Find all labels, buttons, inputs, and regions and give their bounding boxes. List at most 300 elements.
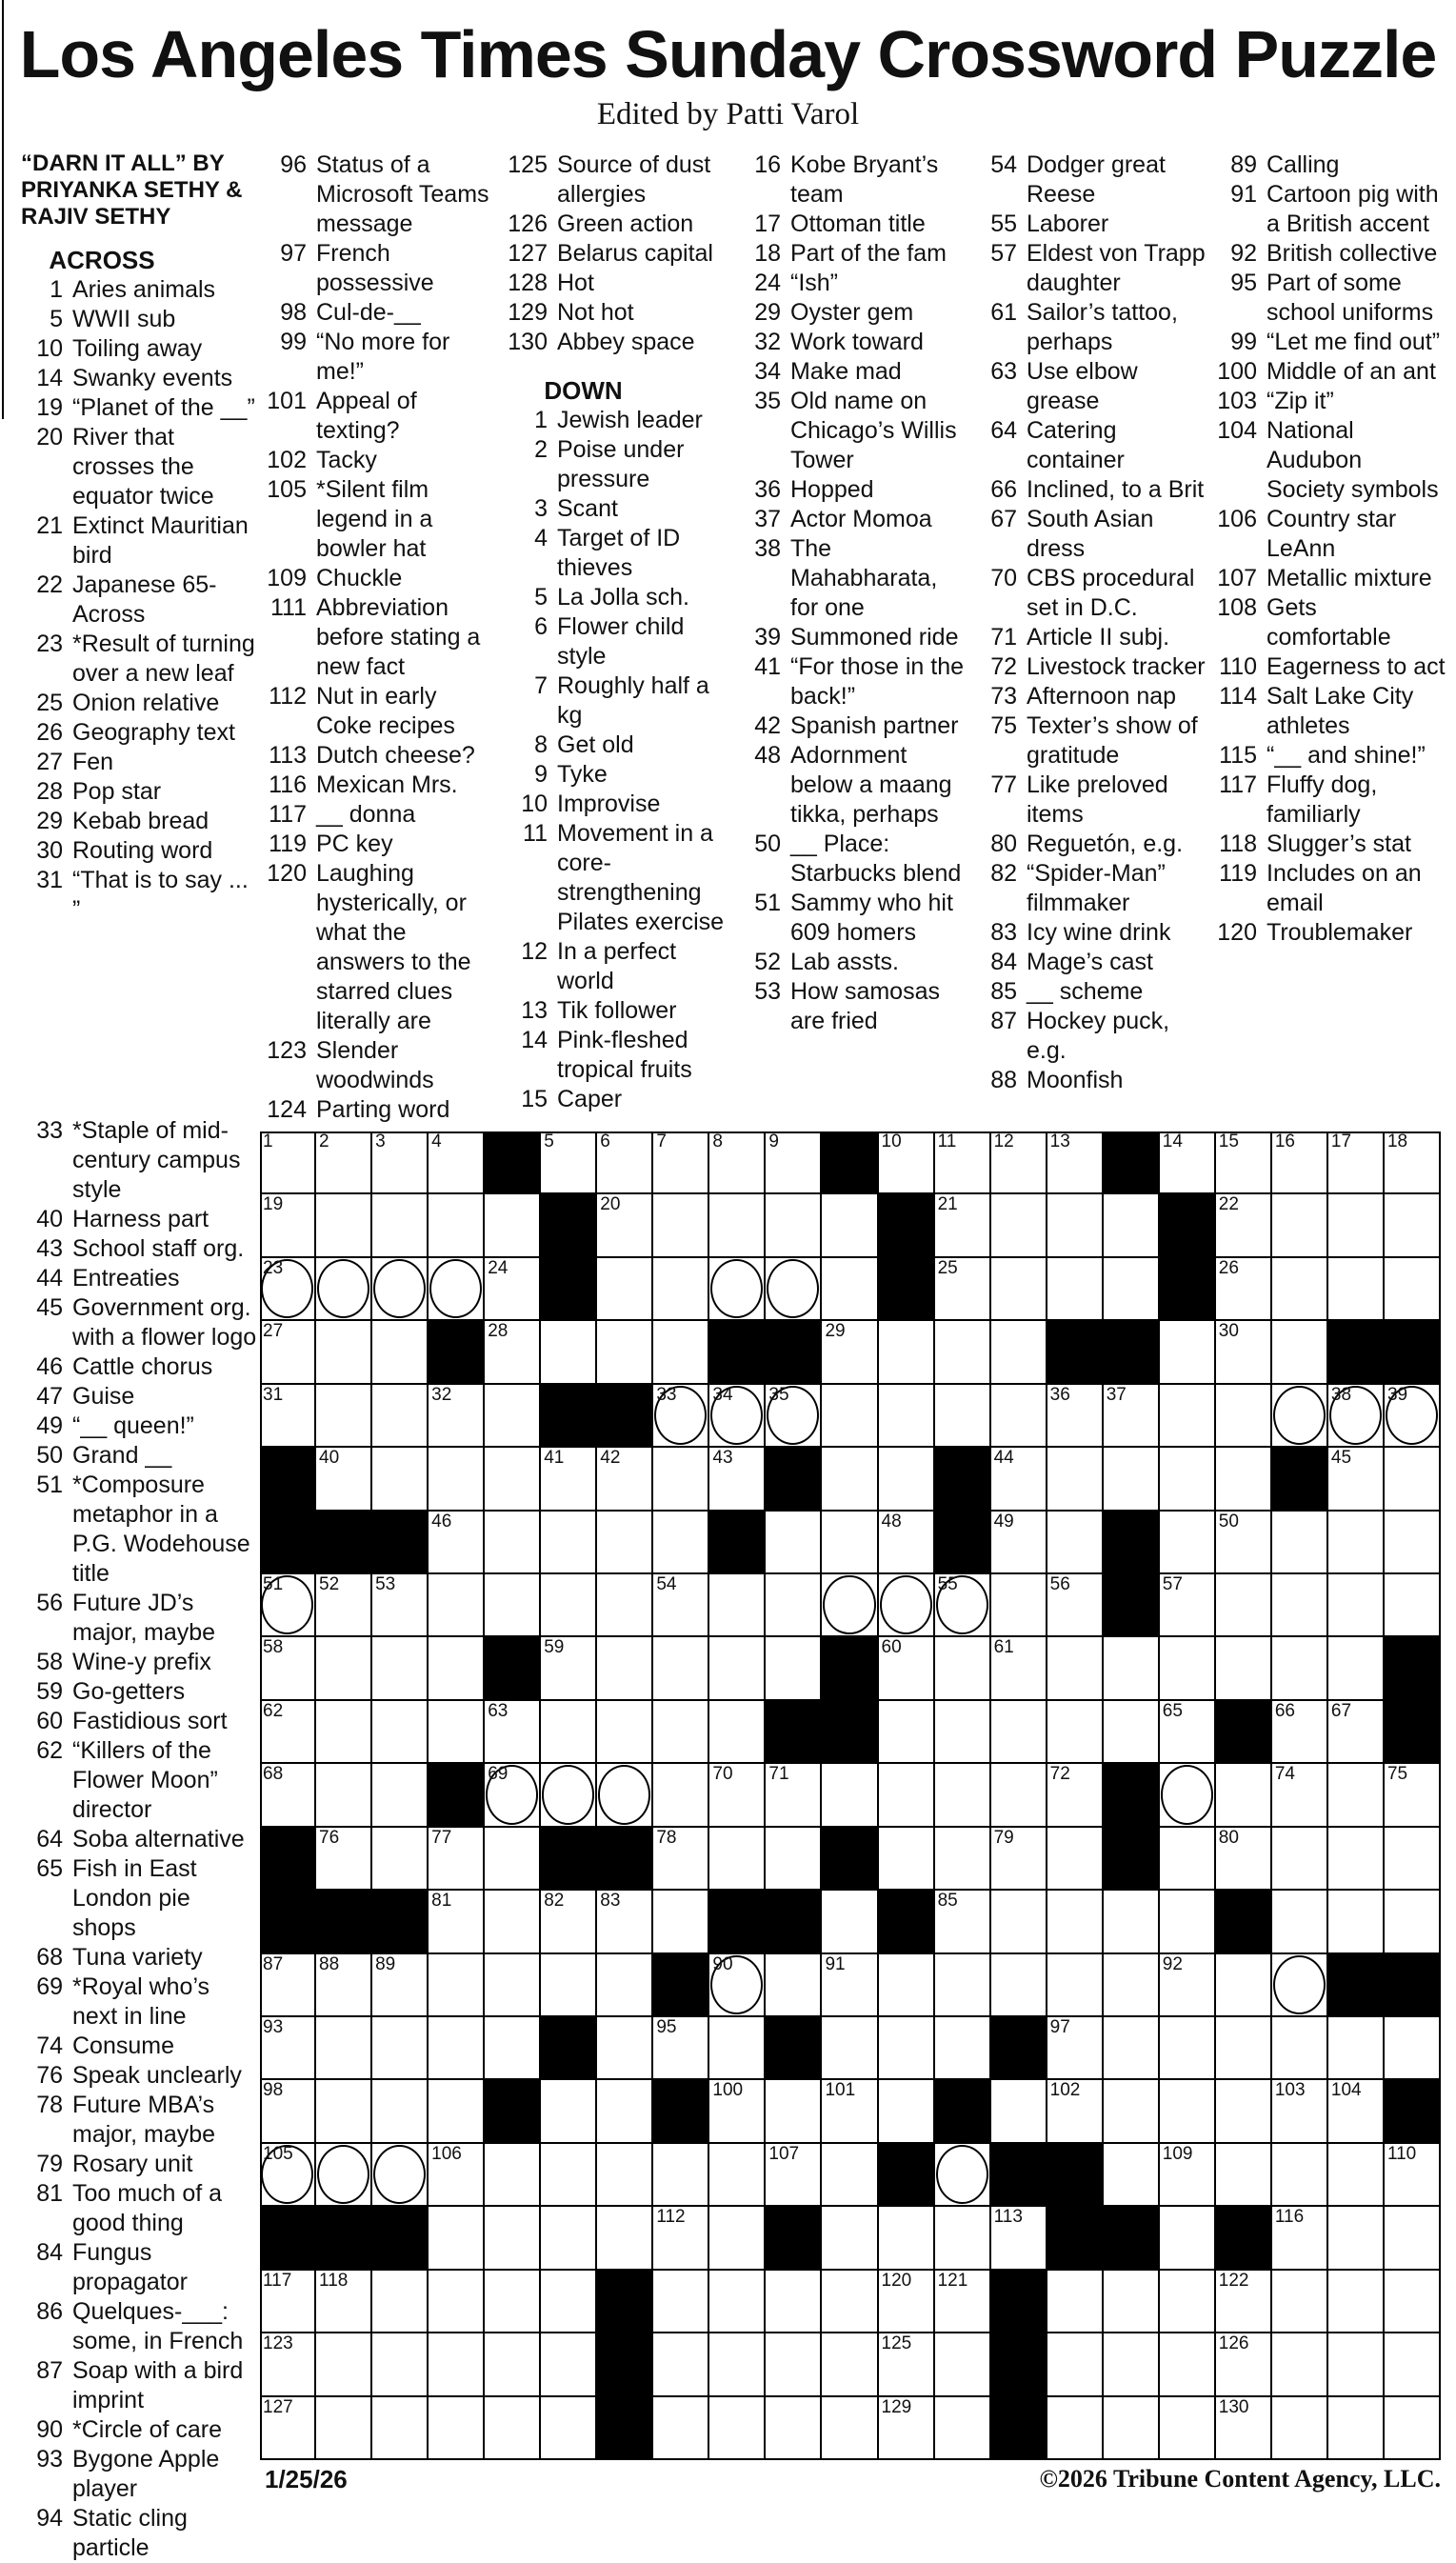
grid-cell[interactable] [991, 2207, 1047, 2270]
grid-cell[interactable] [991, 1764, 1047, 1827]
grid-cell[interactable] [316, 1828, 372, 1891]
grid-cell[interactable] [541, 1701, 597, 1764]
grid-cell[interactable] [260, 1954, 316, 2017]
grid-cell[interactable] [485, 1448, 541, 1511]
grid-cell[interactable] [597, 2144, 653, 2207]
grid-cell[interactable] [653, 1448, 709, 1511]
grid-cell[interactable] [429, 1385, 485, 1448]
grid-cell[interactable] [372, 1701, 429, 1764]
grid-cell[interactable] [935, 2333, 991, 2396]
grid-cell[interactable] [1047, 2271, 1104, 2333]
grid-cell[interactable] [766, 2397, 822, 2460]
grid-cell[interactable] [1216, 1954, 1272, 2017]
grid-cell[interactable] [935, 2017, 991, 2080]
grid-cell[interactable] [429, 1131, 485, 1194]
grid-cell[interactable] [316, 2397, 372, 2460]
grid-cell[interactable] [260, 2271, 316, 2333]
grid-cell[interactable] [485, 1385, 541, 1448]
grid-cell[interactable] [372, 2017, 429, 2080]
grid-cell[interactable] [1104, 2397, 1160, 2460]
grid-cell[interactable] [935, 2207, 991, 2270]
grid-cell[interactable] [1047, 1194, 1104, 1257]
grid-cell[interactable] [879, 2080, 935, 2143]
grid-cell[interactable] [822, 2144, 878, 2207]
grid-cell[interactable] [1272, 1512, 1328, 1574]
grid-cell[interactable] [597, 1637, 653, 1700]
grid-cell[interactable] [541, 1131, 597, 1194]
grid-cell[interactable] [991, 1701, 1047, 1764]
grid-cell[interactable] [1272, 2017, 1328, 2080]
grid-cell[interactable] [541, 1891, 597, 1953]
grid-cell[interactable] [991, 1385, 1047, 1448]
grid-cell[interactable] [1385, 1512, 1441, 1574]
grid-cell[interactable] [1328, 2080, 1385, 2143]
grid-cell[interactable] [1216, 1131, 1272, 1194]
grid-cell[interactable] [1328, 1637, 1385, 1700]
grid-cell[interactable] [879, 1637, 935, 1700]
grid-cell[interactable] [935, 1637, 991, 1700]
grid-cell[interactable] [935, 2144, 991, 2207]
grid-cell[interactable] [1104, 2080, 1160, 2143]
grid-cell[interactable] [1047, 2017, 1104, 2080]
grid-cell[interactable] [1160, 1891, 1216, 1953]
grid-cell[interactable] [1272, 1701, 1328, 1764]
grid-cell[interactable] [1047, 1954, 1104, 2017]
grid-cell[interactable] [1216, 1194, 1272, 1257]
grid-cell[interactable] [1104, 1701, 1160, 1764]
grid-cell[interactable] [1216, 1574, 1272, 1637]
grid-cell[interactable] [316, 2333, 372, 2396]
grid-cell[interactable] [766, 1131, 822, 1194]
grid-cell[interactable] [372, 1448, 429, 1511]
grid-cell[interactable] [372, 1194, 429, 1257]
grid-cell[interactable] [991, 1321, 1047, 1384]
grid-cell[interactable] [1272, 1194, 1328, 1257]
grid-cell[interactable] [485, 2397, 541, 2460]
grid-cell[interactable] [429, 2017, 485, 2080]
grid-cell[interactable] [1160, 2397, 1216, 2460]
grid-cell[interactable] [372, 1828, 429, 1891]
grid-cell[interactable] [1385, 2017, 1441, 2080]
grid-cell[interactable] [935, 1764, 991, 1827]
grid-cell[interactable] [372, 1574, 429, 1637]
grid-cell[interactable] [597, 1194, 653, 1257]
grid-cell[interactable] [597, 1574, 653, 1637]
grid-cell[interactable] [709, 1828, 766, 1891]
grid-cell[interactable] [991, 1131, 1047, 1194]
grid-cell[interactable] [1160, 1954, 1216, 2017]
grid-cell[interactable] [709, 2017, 766, 2080]
grid-cell[interactable] [935, 1954, 991, 2017]
grid-cell[interactable] [372, 1131, 429, 1194]
grid-cell[interactable] [372, 1637, 429, 1700]
grid-cell[interactable] [372, 1385, 429, 1448]
grid-cell[interactable] [1216, 1764, 1272, 1827]
grid-cell[interactable] [1385, 1385, 1441, 1448]
grid-cell[interactable] [1272, 1954, 1328, 2017]
grid-cell[interactable] [429, 2397, 485, 2460]
grid-cell[interactable] [935, 1828, 991, 1891]
grid-cell[interactable] [879, 1448, 935, 1511]
grid-cell[interactable] [1385, 1131, 1441, 1194]
grid-cell[interactable] [485, 1574, 541, 1637]
grid-cell[interactable] [597, 1131, 653, 1194]
grid-cell[interactable] [597, 1701, 653, 1764]
grid-cell[interactable] [879, 2271, 935, 2333]
grid-cell[interactable] [709, 2080, 766, 2143]
grid-cell[interactable] [935, 1574, 991, 1637]
grid-cell[interactable] [485, 2207, 541, 2270]
grid-cell[interactable] [709, 1194, 766, 1257]
grid-cell[interactable] [822, 1448, 878, 1511]
grid-cell[interactable] [766, 1194, 822, 1257]
grid-cell[interactable] [372, 2397, 429, 2460]
grid-cell[interactable] [1272, 1828, 1328, 1891]
grid-cell[interactable] [653, 2207, 709, 2270]
grid-cell[interactable] [1328, 1574, 1385, 1637]
grid-cell[interactable] [1385, 2207, 1441, 2270]
grid-cell[interactable] [653, 1828, 709, 1891]
grid-cell[interactable] [1160, 1385, 1216, 1448]
grid-cell[interactable] [260, 1258, 316, 1321]
grid-cell[interactable] [1328, 1448, 1385, 1511]
grid-cell[interactable] [879, 1764, 935, 1827]
grid-cell[interactable] [597, 1321, 653, 1384]
grid-cell[interactable] [879, 1131, 935, 1194]
grid-cell[interactable] [597, 2207, 653, 2270]
grid-cell[interactable] [653, 2271, 709, 2333]
grid-cell[interactable] [709, 1574, 766, 1637]
grid-cell[interactable] [1385, 1258, 1441, 1321]
grid-cell[interactable] [541, 1764, 597, 1827]
grid-cell[interactable] [822, 2397, 878, 2460]
grid-cell[interactable] [1272, 2144, 1328, 2207]
grid-cell[interactable] [991, 1828, 1047, 1891]
grid-cell[interactable] [653, 1258, 709, 1321]
grid-cell[interactable] [766, 2144, 822, 2207]
grid-cell[interactable] [1160, 2017, 1216, 2080]
grid-cell[interactable] [260, 2397, 316, 2460]
grid-cell[interactable] [372, 2271, 429, 2333]
grid-cell[interactable] [1160, 1637, 1216, 1700]
grid-cell[interactable] [1104, 1194, 1160, 1257]
grid-cell[interactable] [822, 1891, 878, 1953]
grid-cell[interactable] [316, 1764, 372, 1827]
grid-cell[interactable] [1047, 1448, 1104, 1511]
grid-cell[interactable] [372, 1258, 429, 1321]
grid-cell[interactable] [1328, 1131, 1385, 1194]
grid-cell[interactable] [822, 2080, 878, 2143]
grid-cell[interactable] [879, 1321, 935, 1384]
grid-cell[interactable] [935, 1891, 991, 1953]
grid-cell[interactable] [541, 2397, 597, 2460]
grid-cell[interactable] [485, 1258, 541, 1321]
grid-cell[interactable] [429, 1701, 485, 1764]
grid-cell[interactable] [1216, 2080, 1272, 2143]
grid-cell[interactable] [1328, 1764, 1385, 1827]
grid-cell[interactable] [822, 2333, 878, 2396]
grid-cell[interactable] [1104, 2333, 1160, 2396]
grid-cell[interactable] [485, 1194, 541, 1257]
grid-cell[interactable] [653, 1701, 709, 1764]
grid-cell[interactable] [766, 1764, 822, 1827]
grid-cell[interactable] [822, 1954, 878, 2017]
grid-cell[interactable] [316, 1385, 372, 1448]
grid-cell[interactable] [766, 1574, 822, 1637]
grid-cell[interactable] [541, 1574, 597, 1637]
grid-cell[interactable] [709, 2333, 766, 2396]
grid-cell[interactable] [653, 1637, 709, 1700]
grid-cell[interactable] [372, 2144, 429, 2207]
grid-cell[interactable] [879, 1954, 935, 2017]
grid-cell[interactable] [316, 1574, 372, 1637]
grid-cell[interactable] [822, 2207, 878, 2270]
grid-cell[interactable] [316, 2144, 372, 2207]
grid-cell[interactable] [1047, 1258, 1104, 1321]
grid-cell[interactable] [1216, 2397, 1272, 2460]
grid-cell[interactable] [1047, 1701, 1104, 1764]
grid-cell[interactable] [541, 1637, 597, 1700]
grid-cell[interactable] [822, 1258, 878, 1321]
grid-cell[interactable] [991, 1574, 1047, 1637]
grid-cell[interactable] [1328, 2207, 1385, 2270]
grid-cell[interactable] [541, 1512, 597, 1574]
grid-cell[interactable] [935, 1258, 991, 1321]
grid-cell[interactable] [316, 1448, 372, 1511]
grid-cell[interactable] [1160, 1448, 1216, 1511]
grid-cell[interactable] [1160, 2144, 1216, 2207]
grid-cell[interactable] [1216, 1448, 1272, 1511]
grid-cell[interactable] [766, 1954, 822, 2017]
grid-cell[interactable] [1385, 1448, 1441, 1511]
grid-cell[interactable] [1272, 2080, 1328, 2143]
grid-cell[interactable] [1047, 1385, 1104, 1448]
grid-cell[interactable] [653, 1194, 709, 1257]
grid-cell[interactable] [429, 1574, 485, 1637]
grid-cell[interactable] [372, 1764, 429, 1827]
grid-cell[interactable] [1328, 1701, 1385, 1764]
grid-cell[interactable] [316, 1321, 372, 1384]
grid-cell[interactable] [766, 2271, 822, 2333]
grid-cell[interactable] [597, 1258, 653, 1321]
grid-cell[interactable] [1385, 2397, 1441, 2460]
grid-cell[interactable] [653, 2397, 709, 2460]
grid-cell[interactable] [766, 1637, 822, 1700]
grid-cell[interactable] [653, 1321, 709, 1384]
grid-cell[interactable] [1328, 2397, 1385, 2460]
grid-cell[interactable] [1216, 1637, 1272, 1700]
grid-cell[interactable] [879, 2207, 935, 2270]
grid-cell[interactable] [766, 1258, 822, 1321]
grid-cell[interactable] [429, 1891, 485, 1953]
grid-cell[interactable] [541, 1448, 597, 1511]
grid-cell[interactable] [429, 1954, 485, 2017]
grid-cell[interactable] [1160, 1321, 1216, 1384]
grid-cell[interactable] [597, 1448, 653, 1511]
grid-cell[interactable] [822, 2271, 878, 2333]
grid-cell[interactable] [260, 1764, 316, 1827]
grid-cell[interactable] [1160, 2207, 1216, 2270]
grid-cell[interactable] [1328, 1385, 1385, 1448]
grid-cell[interactable] [429, 2271, 485, 2333]
grid-cell[interactable] [429, 1448, 485, 1511]
grid-cell[interactable] [485, 2271, 541, 2333]
grid-cell[interactable] [485, 1764, 541, 1827]
grid-cell[interactable] [316, 2271, 372, 2333]
grid-cell[interactable] [991, 2080, 1047, 2143]
grid-cell[interactable] [1160, 2333, 1216, 2396]
grid-cell[interactable] [1272, 1574, 1328, 1637]
grid-cell[interactable] [991, 1512, 1047, 1574]
grid-cell[interactable] [879, 1701, 935, 1764]
grid-cell[interactable] [429, 1194, 485, 1257]
grid-cell[interactable] [429, 2207, 485, 2270]
grid-cell[interactable] [485, 1828, 541, 1891]
grid-cell[interactable] [653, 1891, 709, 1953]
grid-cell[interactable] [709, 1954, 766, 2017]
grid-cell[interactable] [1385, 1574, 1441, 1637]
grid-cell[interactable] [766, 1828, 822, 1891]
grid-cell[interactable] [1047, 2080, 1104, 2143]
grid-cell[interactable] [485, 1954, 541, 2017]
grid-cell[interactable] [429, 1828, 485, 1891]
grid-cell[interactable] [1104, 1385, 1160, 1448]
grid-cell[interactable] [709, 1448, 766, 1511]
grid-cell[interactable] [541, 2080, 597, 2143]
grid-cell[interactable] [1328, 1512, 1385, 1574]
grid-cell[interactable] [485, 1891, 541, 1953]
grid-cell[interactable] [1272, 1764, 1328, 1827]
grid-cell[interactable] [1216, 2271, 1272, 2333]
grid-cell[interactable] [1160, 1701, 1216, 1764]
grid-cell[interactable] [709, 2271, 766, 2333]
grid-cell[interactable] [1272, 1637, 1328, 1700]
grid-cell[interactable] [709, 1764, 766, 1827]
grid-cell[interactable] [709, 2144, 766, 2207]
grid-cell[interactable] [541, 2271, 597, 2333]
grid-cell[interactable] [1328, 1891, 1385, 1953]
grid-cell[interactable] [1160, 1131, 1216, 1194]
grid-cell[interactable] [822, 1321, 878, 1384]
grid-cell[interactable] [991, 1954, 1047, 2017]
grid-cell[interactable] [429, 1512, 485, 1574]
grid-cell[interactable] [1160, 1828, 1216, 1891]
grid-cell[interactable] [935, 1385, 991, 1448]
grid-cell[interactable] [935, 1321, 991, 1384]
grid-cell[interactable] [260, 1574, 316, 1637]
grid-cell[interactable] [1328, 2271, 1385, 2333]
grid-cell[interactable] [766, 2080, 822, 2143]
grid-cell[interactable] [316, 1637, 372, 1700]
grid-cell[interactable] [485, 1701, 541, 1764]
grid-cell[interactable] [1385, 1828, 1441, 1891]
grid-cell[interactable] [1328, 2333, 1385, 2396]
grid-cell[interactable] [991, 1448, 1047, 1511]
grid-cell[interactable] [260, 1637, 316, 1700]
grid-cell[interactable] [1047, 1828, 1104, 1891]
grid-cell[interactable] [1272, 2333, 1328, 2396]
grid-cell[interactable] [429, 2144, 485, 2207]
grid-cell[interactable] [1272, 1321, 1328, 1384]
grid-cell[interactable] [709, 1701, 766, 1764]
grid-cell[interactable] [429, 2080, 485, 2143]
grid-cell[interactable] [1160, 1512, 1216, 1574]
grid-cell[interactable] [653, 2333, 709, 2396]
grid-cell[interactable] [879, 2333, 935, 2396]
grid-cell[interactable] [822, 1764, 878, 1827]
grid-cell[interactable] [1104, 2144, 1160, 2207]
grid-cell[interactable] [1272, 2207, 1328, 2270]
grid-cell[interactable] [1047, 2333, 1104, 2396]
grid-cell[interactable] [372, 2080, 429, 2143]
grid-cell[interactable] [597, 2080, 653, 2143]
grid-cell[interactable] [879, 1574, 935, 1637]
grid-cell[interactable] [1160, 1574, 1216, 1637]
grid-cell[interactable] [709, 2207, 766, 2270]
grid-cell[interactable] [1047, 1764, 1104, 1827]
grid-cell[interactable] [1160, 2080, 1216, 2143]
grid-cell[interactable] [316, 1258, 372, 1321]
grid-cell[interactable] [822, 1385, 878, 1448]
grid-cell[interactable] [935, 2271, 991, 2333]
grid-cell[interactable] [1328, 2144, 1385, 2207]
grid-cell[interactable] [879, 1385, 935, 1448]
grid-cell[interactable] [541, 2144, 597, 2207]
grid-cell[interactable] [260, 2017, 316, 2080]
grid-cell[interactable] [1272, 1891, 1328, 1953]
grid-cell[interactable] [1216, 2144, 1272, 2207]
grid-cell[interactable] [429, 1258, 485, 1321]
grid-cell[interactable] [822, 1574, 878, 1637]
grid-cell[interactable] [372, 1321, 429, 1384]
grid-cell[interactable] [1047, 1131, 1104, 1194]
grid-cell[interactable] [485, 2333, 541, 2396]
grid-cell[interactable] [1104, 1954, 1160, 2017]
grid-cell[interactable] [1385, 2271, 1441, 2333]
grid-cell[interactable] [372, 1954, 429, 2017]
grid-cell[interactable] [316, 1954, 372, 2017]
grid-cell[interactable] [429, 2333, 485, 2396]
grid-cell[interactable] [653, 2017, 709, 2080]
grid-cell[interactable] [541, 2333, 597, 2396]
grid-cell[interactable] [260, 1321, 316, 1384]
grid-cell[interactable] [991, 1637, 1047, 1700]
grid-cell[interactable] [1272, 2271, 1328, 2333]
grid-cell[interactable] [653, 1764, 709, 1827]
grid-cell[interactable] [766, 2333, 822, 2396]
grid-cell[interactable] [1385, 1194, 1441, 1257]
grid-cell[interactable] [879, 2017, 935, 2080]
grid-cell[interactable] [991, 1258, 1047, 1321]
grid-cell[interactable] [260, 2333, 316, 2396]
grid-cell[interactable] [935, 2397, 991, 2460]
grid-cell[interactable] [822, 2017, 878, 2080]
grid-cell[interactable] [316, 2080, 372, 2143]
grid-cell[interactable] [1047, 2397, 1104, 2460]
crossword-grid[interactable] [260, 1131, 1441, 2460]
grid-cell[interactable] [597, 1512, 653, 1574]
grid-cell[interactable] [485, 1321, 541, 1384]
grid-cell[interactable] [597, 1954, 653, 2017]
grid-cell[interactable] [1272, 1385, 1328, 1448]
grid-cell[interactable] [709, 1637, 766, 1700]
grid-cell[interactable] [653, 1512, 709, 1574]
grid-cell[interactable] [260, 1131, 316, 1194]
grid-cell[interactable] [1328, 1258, 1385, 1321]
grid-cell[interactable] [1216, 2333, 1272, 2396]
grid-cell[interactable] [766, 1512, 822, 1574]
grid-cell[interactable] [1216, 1258, 1272, 1321]
